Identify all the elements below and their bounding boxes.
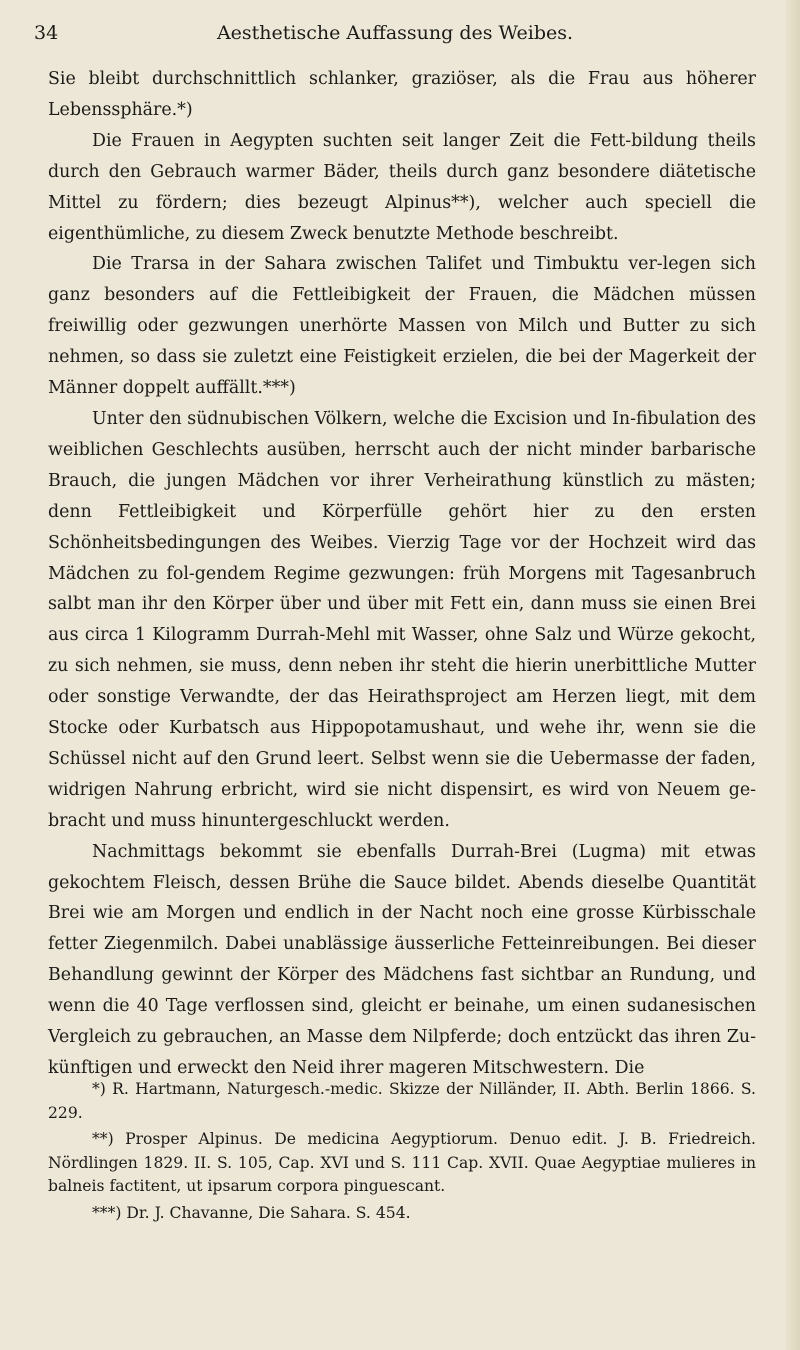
page-edge xyxy=(786,0,800,1350)
footnote: ***) Dr. J. Chavanne, Die Sahara. S. 454. xyxy=(92,1203,411,1222)
footnote: **) Prosper Alpinus. De medicina Aegyptiorum. Denuo edit. J. B. Friedreich. Nördlingen 1829. II. S. 105, Cap. XVI und S. 111 Cap. XVII. Quae Aegyptiae mulieres in balneis factitent, ut ipsarum corpora pinguescant. xyxy=(48,1130,756,1195)
paragraph: Unter den südnubischen Völkern, welche die Excision und In-fibulation des weiblichen Geschlechts ausüben, herrscht auch der nicht minder barbarische Brauch, die jungen Mädchen vor ihrer Verheirathung künstlich zu mästen; denn Fettleibigkeit und Körperfülle gehört hier zu den ersten Schönheitsbedingungen des Weibes. Vierzig Tage vor der Hochzeit wird das Mädchen zu fol-gendem Regime gezwungen: früh Morgens mit Tagesanbruch salbt man ihr den Körper über und über mit Fett ein, dann muss sie einen Brei aus circa 1 Kilogramm Durrah-Mehl mit Wasser, ohne Salz und Würze gekocht, zu sich nehmen, sie muss, denn neben ihr steht die hierin unerbittliche Mutter oder sonstige Verwandte, der das Heirathsproject am Herzen liegt, mit dem Stocke oder Kurbatsch aus Hippopotamushaut, und wehe ihr, wenn sie die Schüssel nicht auf den Grund leert. Selbst wenn sie die Uebermasse der faden, widrigen Nahrung erbricht, wird sie nicht dispensirt, es wird von Neuem ge-bracht und muss hinuntergeschluckt werden. xyxy=(48,408,756,831)
footnote: *) R. Hartmann, Naturgesch.-medic. Skizze der Nilländer, II. Abth. Berlin 1866. S. 229. xyxy=(48,1080,756,1122)
page-number: 34 xyxy=(34,22,59,44)
running-head: Aesthetische Auffassung des Weibes. xyxy=(216,22,574,44)
paragraph: Die Frauen in Aegypten suchten seit langer Zeit die Fett-bildung theils durch den Gebrauch warmer Bäder, theils durch ganz besondere diätetische Mittel zu fördern; dies bezeugt Alpinus**), welcher auch speciell die eigenthümliche, zu diesem Zweck benutzte Methode beschreibt. xyxy=(48,130,756,244)
paragraph: Sie bleibt durchschnittlich schlanker, graziöser, als die Frau aus höherer Lebenssphäre.*) xyxy=(48,69,756,120)
paragraph: Die Trarsa in der Sahara zwischen Talifet und Timbuktu ver-legen sich ganz besonders auf die Fettleibigkeit der Frauen, die Mädchen müssen freiwillig oder gezwungen unerhörte Massen von Milch und Butter zu sich nehmen, so dass sie zuletzt eine Feistigkeit erzielen, die bei der Magerkeit der Männer doppelt auffällt.***) xyxy=(48,254,756,399)
page-header xyxy=(30,10,760,50)
footnotes xyxy=(48,1078,756,1228)
body-text xyxy=(48,64,756,1084)
paragraph: Nachmittags bekommt sie ebenfalls Durrah-Brei (Lugma) mit etwas gekochtem Fleisch, dessen Brühe die Sauce bildet. Abends dieselbe Quantität Brei wie am Morgen und endlich in der Nacht noch eine grosse Kürbisschale fetter Ziegenmilch. Dabei unablässige äusserliche Fetteinreibungen. Bei dieser Behandlung gewinnt der Körper des Mädchens fast sichtbar an Rundung, und wenn die 40 Tage verflossen sind, gleicht er beinahe, um einen sudanesischen Vergleich zu gebrauchen, an Masse dem Nilpferde; doch entzückt das ihren Zu-künftigen und erweckt den Neid ihrer mageren Mitschwestern. Die xyxy=(48,841,756,1078)
